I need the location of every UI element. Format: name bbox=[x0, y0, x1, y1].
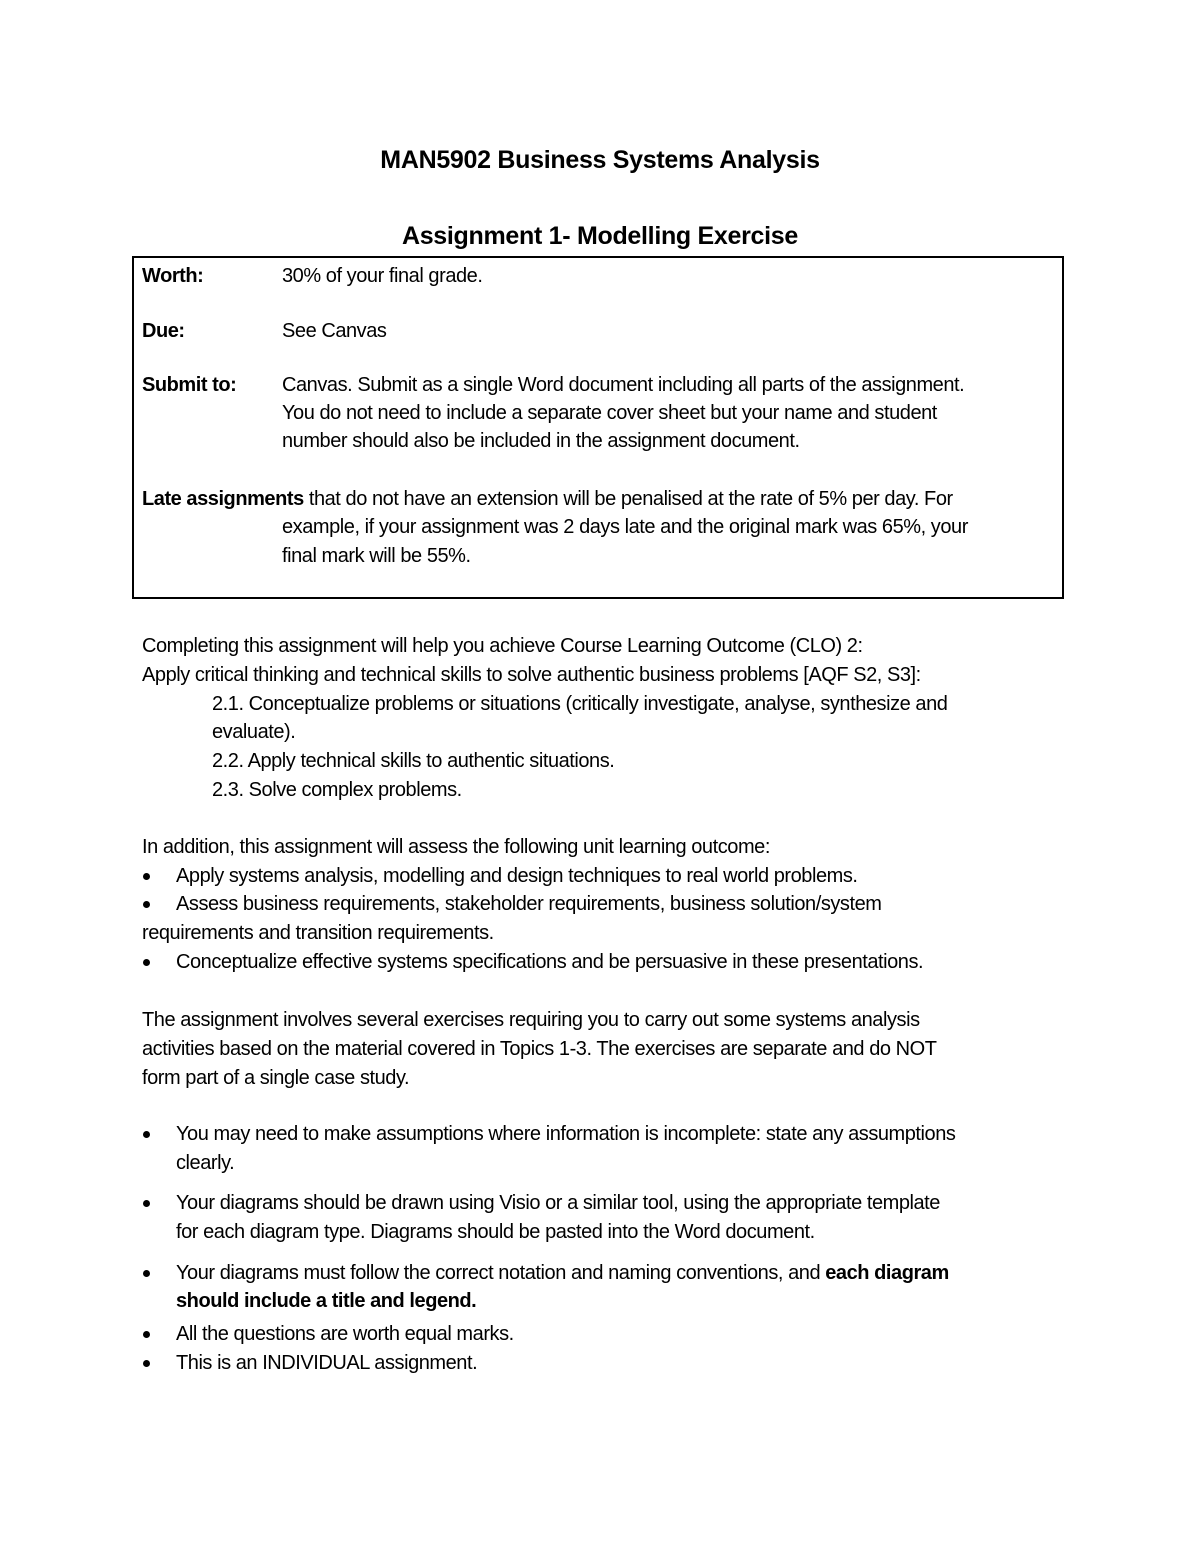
submit-label: Submit to: bbox=[142, 374, 237, 396]
instruction-2-line-1: Your diagrams should be drawn using Visio or a similar tool, using the appropriate template bbox=[176, 1192, 940, 1214]
ulo-bullet-1: Apply systems analysis, modelling and design techniques to real world problems. bbox=[176, 865, 858, 887]
submit-line-2: You do not need to include a separate cover sheet but your name and student bbox=[282, 402, 937, 424]
instruction-1-line-2: clearly. bbox=[176, 1152, 235, 1174]
due-label: Due: bbox=[142, 320, 185, 342]
course-title: MAN5902 Business Systems Analysis bbox=[380, 146, 820, 174]
clo-item-2-3: 2.3. Solve complex problems. bbox=[212, 779, 462, 801]
instruction-2-line-2: for each diagram type. Diagrams should be pasted into the Word document. bbox=[176, 1221, 815, 1243]
instruction-5: This is an INDIVIDUAL assignment. bbox=[176, 1352, 478, 1374]
late-line-2: example, if your assignment was 2 days late and the original mark was 65%, your bbox=[282, 516, 968, 538]
instruction-1-line-1: You may need to make assumptions where information is incomplete: state any assumptions bbox=[176, 1123, 956, 1145]
due-value: See Canvas bbox=[282, 320, 387, 342]
bullet-icon bbox=[143, 1131, 150, 1138]
submit-line-3: number should also be included in the assignment document. bbox=[282, 430, 800, 452]
bullet-icon bbox=[143, 1360, 150, 1367]
bullet-icon bbox=[143, 1200, 150, 1207]
overview-line-3: form part of a single case study. bbox=[142, 1067, 410, 1089]
worth-value: 30% of your final grade. bbox=[282, 265, 483, 287]
clo-statement: Apply critical thinking and technical skills to solve authentic business problems [AQF S2, S3]: bbox=[142, 664, 921, 686]
bullet-icon bbox=[143, 959, 150, 966]
assignment-title: Assignment 1- Modelling Exercise bbox=[401, 222, 799, 250]
clo-intro: Completing this assignment will help you achieve Course Learning Outcome (CLO) 2: bbox=[142, 635, 863, 657]
bullet-icon bbox=[143, 901, 150, 908]
ulo-bullet-2: Assess business requirements, stakeholder requirements, business solution/system bbox=[176, 893, 882, 915]
late-text-1: that do not have an extension will be penalised at the rate of 5% per day. For bbox=[308, 488, 953, 510]
ulo-bullet-2-cont: requirements and transition requirements. bbox=[142, 922, 494, 944]
submit-line-1: Canvas. Submit as a single Word document including all parts of the assignment. bbox=[282, 374, 965, 396]
clo-item-2-2: 2.2. Apply technical skills to authentic situations. bbox=[212, 750, 615, 772]
ulo-intro: In addition, this assignment will assess the following unit learning outcome: bbox=[142, 836, 770, 858]
instruction-3-line-1 bbox=[176, 1259, 949, 1287]
worth-label: Worth: bbox=[142, 265, 204, 287]
late-label: Late assignments bbox=[142, 488, 304, 510]
bullet-icon bbox=[143, 1331, 150, 1338]
clo-item-2-1: 2.1. Conceptualize problems or situations (critically investigate, analyse, synthesize and bbox=[212, 693, 948, 715]
overview-line-1: The assignment involves several exercises requiring you to carry out some systems analysis bbox=[142, 1009, 920, 1031]
late-line-1 bbox=[142, 485, 953, 513]
instruction-3-bold-text: each diagram bbox=[825, 1262, 949, 1284]
instruction-3-line-2: should include a title and legend. bbox=[176, 1290, 477, 1312]
bullet-icon bbox=[143, 1270, 150, 1277]
ulo-bullet-3: Conceptualize effective systems specifications and be persuasive in these presentations. bbox=[176, 951, 924, 973]
instruction-3-text: Your diagrams must follow the correct notation and naming conventions, and bbox=[176, 1262, 826, 1284]
clo-item-2-1-cont: evaluate). bbox=[212, 721, 296, 743]
instruction-4: All the questions are worth equal marks. bbox=[176, 1323, 514, 1345]
bullet-icon bbox=[143, 873, 150, 880]
overview-line-2: activities based on the material covered in Topics 1-3. The exercises are separate and do NOT bbox=[142, 1038, 937, 1060]
late-line-3: final mark will be 55%. bbox=[282, 545, 471, 567]
